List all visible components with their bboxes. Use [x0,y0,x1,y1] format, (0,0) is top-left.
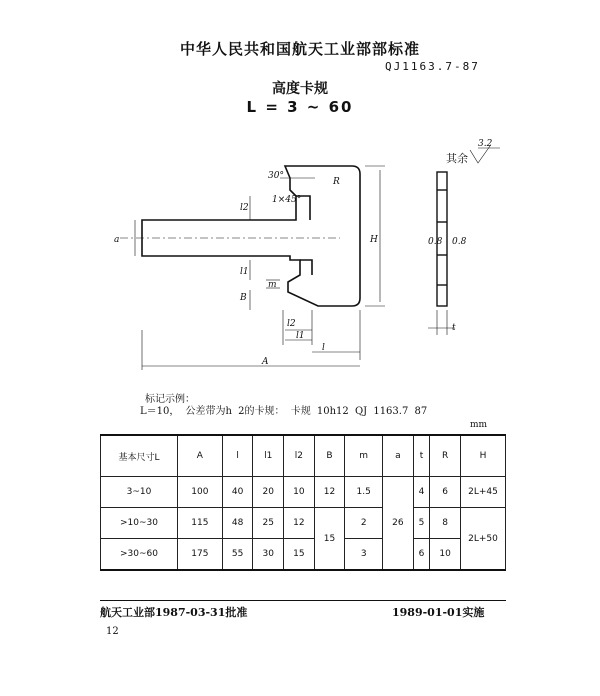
cell-H: 2L+45 [461,477,506,508]
label-a: a [114,235,120,245]
cell-A: 175 [178,539,223,571]
gauge-front-view [142,166,360,306]
unit-label: mm [470,420,488,430]
label-R: R [333,177,340,187]
label-B: B [240,293,247,303]
cell-l2: 15 [284,539,315,571]
cell-R: 10 [430,539,461,571]
label-l2-top: l2 [240,203,249,213]
cell-l: 48 [222,508,253,539]
header-m: m [345,435,383,477]
cell-L: 3~10 [101,477,178,508]
cell-l1: 30 [253,539,284,571]
marking-caption: 标记示例： [145,394,195,405]
cell-L: >30~60 [101,539,178,571]
table-row [101,539,506,571]
cell-m: 1.5 [345,477,383,508]
header-a: a [383,435,414,477]
label-l: l [322,343,325,353]
cell-L: >10~30 [101,508,178,539]
label-l1: l1 [240,267,249,277]
effective-date: 1989-01-01实施 [392,606,485,619]
cell-l: 55 [222,539,253,571]
header-l2: l2 [284,435,315,477]
document-title: 高度卡规 [272,81,328,97]
cell-A: 100 [178,477,223,508]
label-roughness-side-1: 0.8 [428,237,443,247]
header-B: B [314,435,345,477]
centerlines-and-dims [120,166,385,370]
label-A: A [262,357,269,367]
header-A: A [178,435,223,477]
header-H: H [461,435,506,477]
cell-t: 5 [413,508,430,539]
roughness-value: 3.2 [478,139,493,149]
roughness-label: 其余 [446,152,468,165]
header-R: R [430,435,461,477]
cell-l1: 25 [253,508,284,539]
cell-A: 115 [178,508,223,539]
page-number: 12 [106,626,119,637]
label-l1-bottom: l1 [296,331,305,341]
label-roughness-side-2: 0.8 [452,237,467,247]
header-L: 基本尺寸L [101,435,178,477]
table-header-row [101,435,506,477]
footer-rule [100,600,506,601]
table-row [101,508,506,539]
table-row [101,477,506,508]
standard-code: QJ1163.7-87 [385,60,480,73]
header-t: t [413,435,430,477]
cell-m: 2 [345,508,383,539]
cell-l2: 12 [284,508,315,539]
dimension-table [100,434,506,571]
cell-B: 12 [314,477,345,508]
document-subtitle: L = 3 ~ 60 [246,98,354,116]
label-angle: 30° [268,171,284,181]
label-t: t [452,323,456,333]
label-m: m [268,280,277,290]
cell-l: 40 [222,477,253,508]
standard-title: 中华人民共和国航天工业部部标准 [179,40,420,58]
cell-m: 3 [345,539,383,571]
header-l1: l1 [253,435,284,477]
cell-a: 26 [383,477,414,571]
cell-t: 4 [413,477,430,508]
header-l: l [222,435,253,477]
cell-R: 8 [430,508,461,539]
marking-example: L＝10， 公差带为h 2的卡规： 卡规 10h12 QJ 1163.7 87 [140,406,428,417]
label-H: H [370,235,378,245]
cell-l2: 10 [284,477,315,508]
cell-H: 2L+50 [461,508,506,571]
cell-t: 6 [413,539,430,571]
approval-date: 航天工业部1987-03-31批准 [100,606,248,619]
label-chamfer: 1×45° [272,195,302,205]
cell-B: 15 [314,508,345,571]
cell-R: 6 [430,477,461,508]
label-l2-bottom: l2 [287,319,296,329]
cell-l1: 20 [253,477,284,508]
